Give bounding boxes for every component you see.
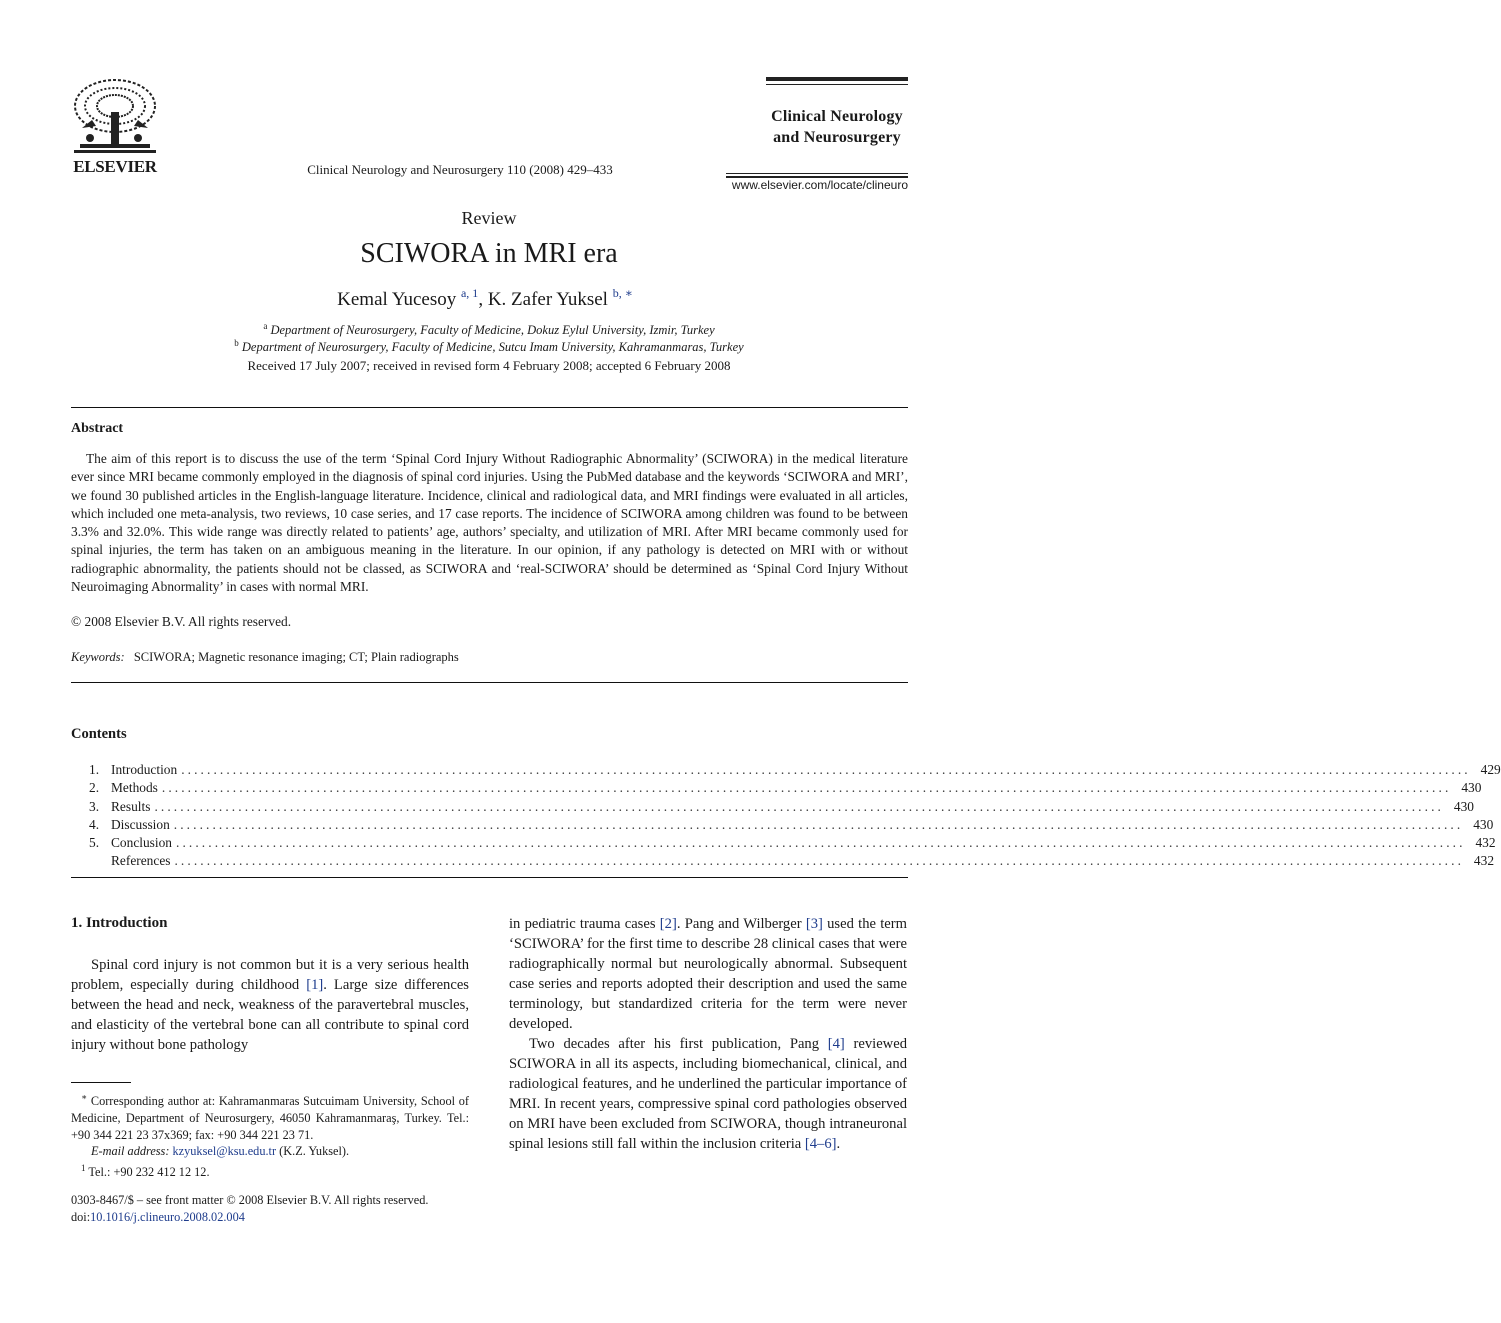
table-of-contents xyxy=(71,762,1501,872)
author-name: K. Zafer Yuksel xyxy=(487,289,608,310)
toc-item[interactable] xyxy=(71,798,1474,817)
citation-link[interactable]: [4–6] xyxy=(804,1136,837,1152)
author-separator: , xyxy=(478,289,488,310)
footnotes xyxy=(71,1089,469,1181)
body-paragraph xyxy=(509,1034,907,1154)
author-affiliation-link[interactable]: a, 1 xyxy=(460,286,479,300)
footnote-rule xyxy=(71,1082,131,1083)
author-list xyxy=(0,286,970,311)
toc-number: 5. xyxy=(89,835,100,851)
doi-line xyxy=(71,1210,245,1225)
toc-leader-dots: ........................................................................................................................................................................................................ xyxy=(161,780,1452,796)
toc-number: 4. xyxy=(89,816,100,832)
affiliation-text: Department of Neurosurgery, Faculty of Medicine, Dokuz Eylul University, Izmir, Turkey xyxy=(270,323,715,338)
abstract-text: The aim of this report is to discuss the use of the term ‘Spinal Cord Injury Without Radiographic Abnormality’ (SCIWORA) in the medical literature ever since MRI became commonly employed in the diagnosis of spinal cord injuries. Using the PubMed database and the keywords ‘SCIWORA and MRI’, we found 30 published articles in the English-language literature. Incidence, clinical and radiological data, and MRI findings were evaluated in all articles, which included one meta-analysis, two reviews, 10 case series, and 17 case reports. The incidence of SCIWORA among children was found to be between 3.3% and 32.0%. This wide range was directly related to patients’ age, authors’ specialty, and utilization of MRI. After MRI became commonly used for spinal injuries, the term has taken on an ambiguous meaning in the literature. In our opinion, if any pathology is detected on MRI with or without radiographic abnormality, the patients should not be classed, as SCIWORA and ‘real-SCIWORA’ should be determined as ‘Spinal Cord Injury Without Neuroimaging Abnormality’ in cases with normal MRI. xyxy=(71,451,908,595)
footnote-mark: 1 xyxy=(81,1163,86,1174)
footnote-1 xyxy=(71,1160,469,1181)
citation-link[interactable]: [3] xyxy=(805,916,823,932)
toc-label[interactable]: References xyxy=(111,853,171,869)
footnote-email xyxy=(71,1143,469,1160)
toc-leader-dots: ........................................................................................................................................................................................................ xyxy=(181,762,1471,777)
journal-citation: Clinical Neurology and Neurosurgery 110 (2008) 429–433 xyxy=(307,162,613,177)
journal-url-link[interactable]: www.elsevier.com/locate/clineuro xyxy=(731,178,908,192)
section-divider xyxy=(71,877,908,878)
footnote-text: Tel.: +90 232 412 12 12. xyxy=(85,1165,210,1180)
section-heading: 1. Introduction xyxy=(71,915,168,931)
abstract-copyright: © 2008 Elsevier B.V. All rights reserved. xyxy=(71,614,292,629)
toc-page-number: 432 xyxy=(1475,835,1496,851)
email-owner: (K.Z. Yuksel). xyxy=(276,1144,350,1159)
toc-page-number: 430 xyxy=(1473,816,1494,832)
contents-heading: Contents xyxy=(71,726,127,742)
journal-name-line1: Clinical Neurology xyxy=(771,108,903,125)
toc-leader-dots: ........................................................................................................................................................................................................ xyxy=(174,853,1465,869)
keywords-list: SCIWORA; Magnetic resonance imaging; CT; Plain radiographs xyxy=(133,650,459,664)
doi-link[interactable]: 10.1016/j.clineuro.2008.02.004 xyxy=(90,1210,245,1224)
body-text: used the term ‘SCIWORA’ for the first time to describe 28 clinical cases that were radiographically normal but neurologically abnormal. Subsequent case series and reports adopted their description and used the same terminology, but standardized criteria for the term were never developed. xyxy=(509,916,907,1032)
toc-page-number: 432 xyxy=(1473,853,1495,869)
body-text: . Pang and Wilberger xyxy=(676,916,806,932)
toc-leader-dots: ........................................................................................................................................................................................................ xyxy=(154,798,1444,814)
section-divider xyxy=(71,407,908,408)
toc-item[interactable] xyxy=(71,835,1496,853)
toc-label[interactable]: Introduction xyxy=(111,762,178,777)
citation-link[interactable]: [1] xyxy=(306,977,324,993)
affiliation-mark: a xyxy=(263,321,268,331)
article-type: Review xyxy=(461,208,517,228)
journal-name xyxy=(766,106,908,148)
toc-leader-dots: ........................................................................................................................................................................................................ xyxy=(176,835,1466,851)
body-text: . Large size differences between the head and neck, weakness of the paravertebral muscles, and elasticity of the vertebral bone can all contribute to spinal cord injury without bone pathology xyxy=(71,977,469,1053)
body-text: reviewed SCIWORA in all its aspects, including biomechanical, clinical, and radiological features, and he underlined the particular importance of MRI. In recent years, compressive spinal cord pathologies observed on MRI have been excluded from SCIWORA, though intraneuronal spinal lesions still fall within the inclusion criteria xyxy=(509,1036,907,1152)
toc-label[interactable]: Conclusion xyxy=(111,835,173,851)
toc-item[interactable] xyxy=(71,762,1501,780)
keywords-label: Keywords: xyxy=(71,650,125,664)
toc-item[interactable] xyxy=(71,816,1494,835)
received-dates: Received 17 July 2007; received in revised form 4 February 2008; accepted 6 February 2008 xyxy=(247,358,731,373)
footnote-text: Corresponding author at: Kahramanmaras Sutcuimam University, School of Medicine, Department of Neurosurgery, 46050 Kahramanmaraş, Turkey. Tel.: +90 344 221 23 37x369; fax: +90 344 221 23 71. xyxy=(71,1094,469,1142)
body-text: Spinal cord injury is not common but it is a very serious health problem, especially during childhood xyxy=(71,957,469,993)
toc-page-number: 429 xyxy=(1480,762,1501,777)
toc-number xyxy=(71,853,111,869)
keywords xyxy=(71,650,459,665)
toc-label[interactable]: Results xyxy=(111,798,151,814)
author-name: Kemal Yucesoy xyxy=(337,289,457,310)
citation-link[interactable]: [2] xyxy=(659,916,677,932)
issn-line: 0303-8467/$ – see front matter © 2008 Elsevier B.V. All rights reserved. xyxy=(71,1193,429,1207)
section-divider xyxy=(71,682,908,683)
affiliation-mark: b xyxy=(234,338,239,348)
email-label: E-mail address: xyxy=(91,1144,170,1159)
author-affiliation-link[interactable]: b, ∗ xyxy=(612,286,633,300)
email-link[interactable]: kzyuksel@ksu.edu.tr xyxy=(172,1144,277,1159)
body-paragraph xyxy=(71,955,469,1055)
toc-number: 2. xyxy=(89,780,100,796)
toc-number: 3. xyxy=(89,798,100,814)
doi-label: doi: xyxy=(71,1210,91,1224)
body-paragraph xyxy=(509,914,907,1034)
body-text: in pediatric trauma cases xyxy=(509,916,660,932)
toc-label[interactable]: Discussion xyxy=(111,816,170,832)
body-text: Two decades after his first publication, Pang xyxy=(529,1036,828,1052)
toc-leader-dots: ........................................................................................................................................................................................................ xyxy=(173,816,1464,832)
citation-link[interactable]: [4] xyxy=(827,1036,845,1052)
toc-label[interactable]: Methods xyxy=(111,780,158,796)
article-title: SCIWORA in MRI era xyxy=(360,238,618,269)
body-text: . xyxy=(836,1136,841,1152)
affiliation-a xyxy=(0,321,978,338)
toc-item[interactable] xyxy=(71,853,1495,871)
header-rule xyxy=(766,84,908,85)
footnote-mark: ∗ xyxy=(81,1092,88,1102)
toc-item[interactable] xyxy=(71,780,1482,798)
abstract-heading: Abstract xyxy=(71,421,124,436)
journal-name-line2: and Neurosurgery xyxy=(773,129,901,146)
header-rule xyxy=(766,77,908,81)
footnote-corresponding xyxy=(71,1089,469,1143)
affiliation-text: Department of Neurosurgery, Faculty of Medicine, Sutcu Imam University, Kahramanmaras, Turkey xyxy=(241,340,744,355)
header-rule xyxy=(726,173,908,174)
toc-number: 1. xyxy=(89,762,100,777)
affiliation-b xyxy=(0,338,978,355)
toc-page-number: 430 xyxy=(1461,780,1482,796)
publisher-wordmark: ELSEVIER xyxy=(73,157,157,176)
toc-page-number: 430 xyxy=(1453,798,1474,814)
